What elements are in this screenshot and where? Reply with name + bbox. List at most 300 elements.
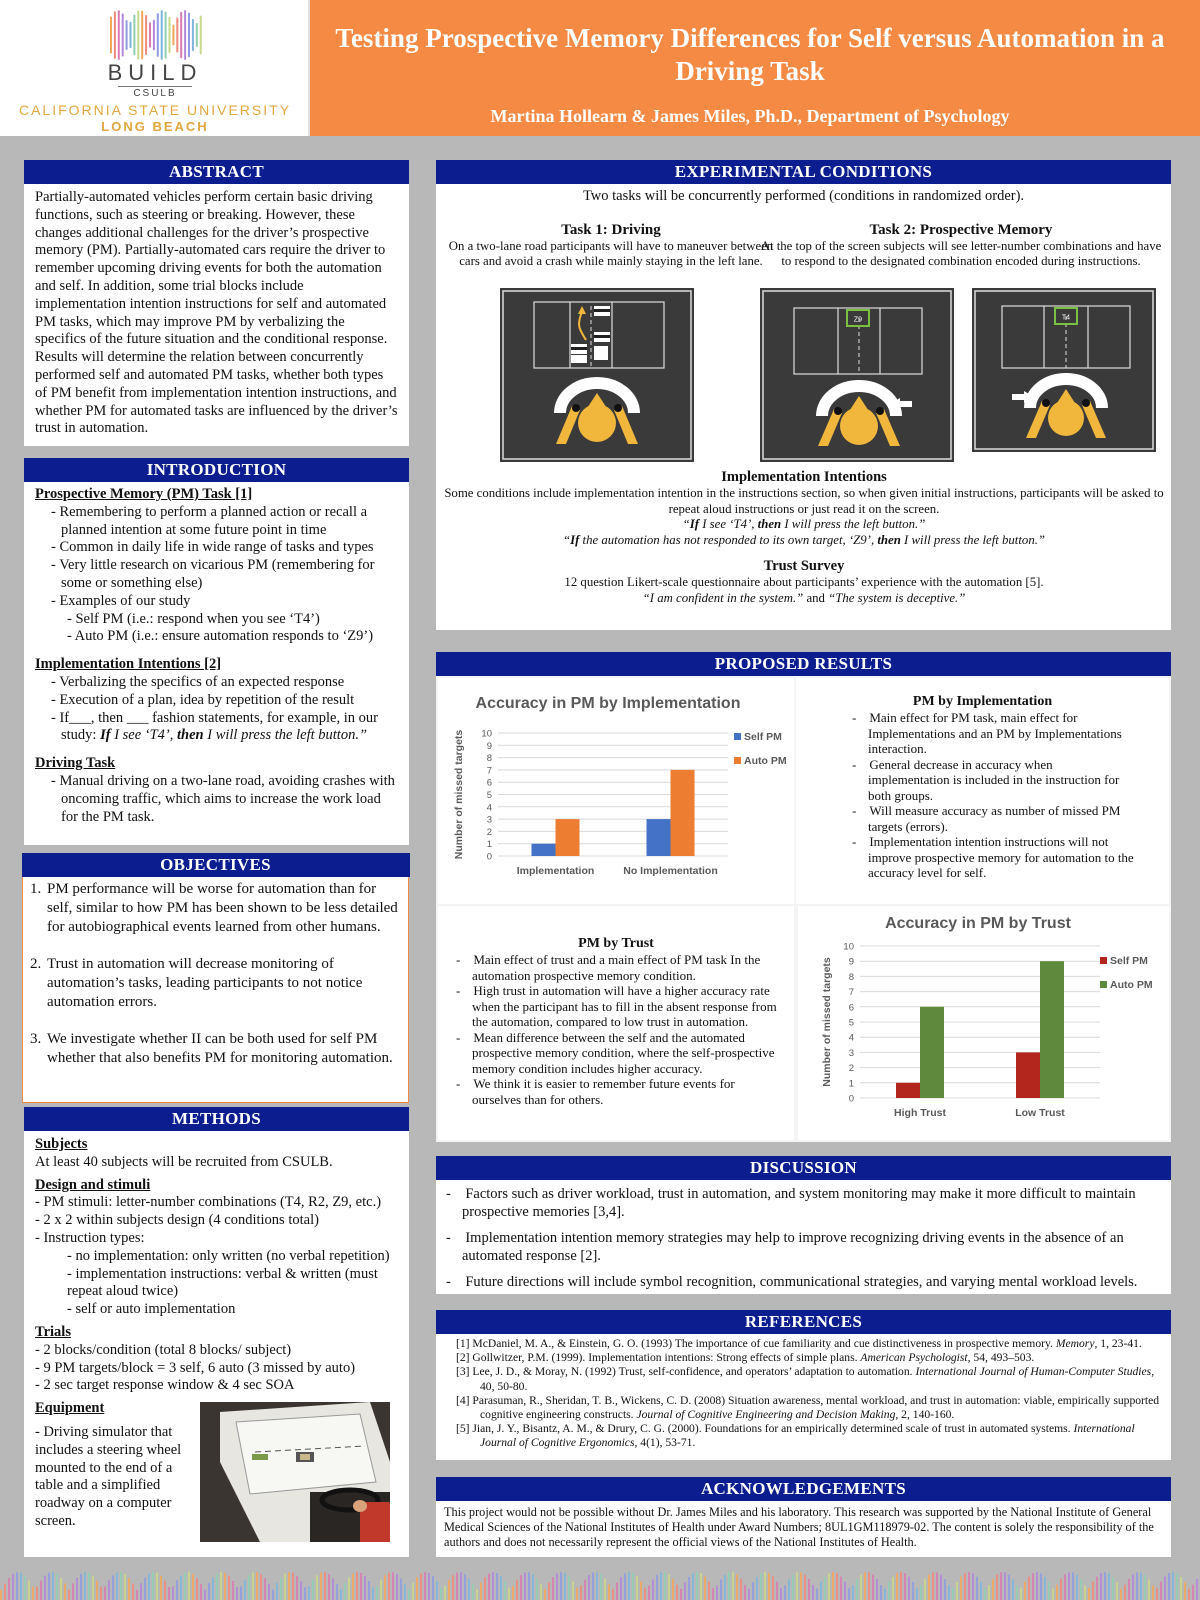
stripe-bar <box>1096 1576 1098 1600</box>
bar-auto-pm <box>920 1007 944 1098</box>
stripe-bar <box>604 1579 606 1600</box>
references-list <box>436 1334 1171 1454</box>
stripe-bar <box>484 1577 486 1600</box>
stripe-bar <box>716 1585 718 1600</box>
impl-text-box <box>796 678 1169 904</box>
abstract-heading: ABSTRACT <box>24 160 409 184</box>
logo-csulb-text: CSULB <box>133 88 177 99</box>
design-sub-item: - implementation instructions: verbal & written (must repeat aloud twice) <box>67 1265 378 1300</box>
stripe-bar <box>228 1576 230 1600</box>
ii-ex1-if: If <box>689 517 700 531</box>
logo-bar <box>130 22 132 48</box>
y-tick-label: 8 <box>486 753 492 765</box>
stripe-bar <box>56 1574 58 1600</box>
impl-list <box>796 710 1169 881</box>
stripe-bar <box>108 1580 110 1600</box>
legend-swatch <box>1100 957 1107 964</box>
stripe-bar <box>160 1576 162 1600</box>
stripe-bar <box>896 1573 898 1600</box>
stripe-bar <box>344 1583 346 1600</box>
stripe-bar <box>1020 1588 1022 1600</box>
stripe-bar <box>268 1584 270 1600</box>
stripe-bar <box>472 1584 474 1600</box>
stripe-bar <box>660 1572 662 1600</box>
stripe-bar <box>480 1583 482 1600</box>
ii-example-2 <box>444 533 1164 549</box>
equipment-title: Equipment <box>35 1400 105 1417</box>
stripe-bar <box>792 1575 794 1600</box>
stripe-bar <box>624 1573 626 1600</box>
logo-bar <box>165 11 167 58</box>
logo-bar <box>114 11 116 58</box>
stripe-bar <box>544 1589 546 1600</box>
abstract-text: Partially-automated vehicles perform certain basic driving functions, such as steering or breaking. However, these changes additional challenges for the driver’s prospective memory (PM). Partially-automated cars require the driver to remember upcoming driving events for both the automation and self. In addition, some trial blocks include implementation intention instructions for self and automated PM tasks, which may improve PM by verbalizing the specifics of the future situation and the conditional response. Results will determine the relation between concurrently performed self and automated PM tasks, whether both types of PM benefit from implementation intention instructions, and whether PM for automated tasks are influenced by the driver’s trust in automation. <box>35 189 398 437</box>
objectives-list <box>23 877 408 1068</box>
y-axis-label: Number of missed targets <box>821 957 833 1087</box>
stripe-bar <box>756 1577 758 1600</box>
stripe-bar <box>696 1572 698 1600</box>
reference-item <box>446 1422 1161 1450</box>
stripe-bar <box>1124 1585 1126 1600</box>
impl-title: PM by Implementation <box>912 694 1053 709</box>
stripe-bar <box>424 1572 426 1600</box>
objectives-panel <box>22 853 409 1103</box>
stripe-bar <box>264 1578 266 1600</box>
stripe-bar <box>996 1575 998 1600</box>
references-heading: REFERENCES <box>436 1310 1171 1334</box>
stripe-bar <box>212 1578 214 1600</box>
stripe-bar <box>68 1590 70 1600</box>
stripe-bar <box>256 1572 258 1600</box>
discussion-item: - Implementation intention memory strategies may help to improve recognizing driving events in the absence of an automated response [2]. <box>446 1230 1124 1264</box>
stripe-bar <box>676 1585 678 1600</box>
logo-bar <box>118 10 120 60</box>
ii-mid: I see ‘T4’, <box>110 727 178 744</box>
stripe-bar <box>116 1573 118 1600</box>
results-panel <box>436 652 1171 1142</box>
stripe-bar <box>1080 1579 1082 1600</box>
ref-journal: International Journal of Human-Computer Studies <box>915 1365 1152 1379</box>
poster-header <box>0 0 1200 136</box>
pm-task-title: Prospective Memory (PM) Task [1] <box>35 486 253 502</box>
stripe-bar <box>872 1575 874 1600</box>
stripe-bar <box>316 1575 318 1600</box>
stripe-bar <box>312 1580 314 1600</box>
stripe-bar <box>20 1573 22 1600</box>
stripe-bar <box>988 1585 990 1600</box>
equipment-text: - Driving simulator that includes a steering wheel mounted to the end of a table and a simplified roadway on a computer screen. <box>35 1423 182 1529</box>
trust-item: - Mean difference between the self and the automated prospective memory condition, where the self-prospective memory condition includes higher accuracy. <box>456 1029 775 1076</box>
stripe-bar <box>668 1574 670 1600</box>
ref-vol: , 4(1), 53-71. <box>634 1436 696 1450</box>
stripe-bar <box>396 1574 398 1600</box>
logo-csu-text: CALIFORNIA STATE UNIVERSITY <box>18 102 292 118</box>
stripe-bar <box>812 1585 814 1600</box>
task1-text: On a two-lane road participants will have to maneuver between cars and avoid a crash while mainly staying in the left lane. <box>448 239 774 268</box>
stripe-bar <box>1004 1572 1006 1600</box>
y-tick-label: 0 <box>848 1093 854 1105</box>
y-tick-label: 1 <box>486 839 492 851</box>
stripe-bar <box>360 1573 362 1600</box>
stripe-bar <box>188 1572 190 1600</box>
stripe-bar <box>172 1586 174 1600</box>
stripe-bar <box>240 1586 242 1600</box>
stripe-bar <box>276 1583 278 1600</box>
stripe-bar <box>976 1577 978 1600</box>
legend-label: Self PM <box>744 731 782 743</box>
stripe-bar <box>252 1573 254 1600</box>
stripe-bar <box>340 1589 342 1600</box>
discussion-item-text: Implementation intention memory strategies may help to improve recognizing driving events in the absence of an automated response [2]. <box>462 1230 1124 1264</box>
stripe-bar <box>1064 1575 1066 1600</box>
stripe-bar <box>1140 1572 1142 1600</box>
y-tick-label: 6 <box>486 777 492 789</box>
trust-survey-text: 12 question Likert-scale questionnaire about participants’ experience with the automation [5]. <box>564 575 1044 589</box>
stripe-bar <box>420 1574 422 1600</box>
introduction-panel <box>24 458 409 845</box>
ref-journal: American Psychologist, <box>860 1351 971 1365</box>
stripe-bar <box>572 1581 574 1600</box>
stripe-bar <box>28 1581 30 1600</box>
logo-bar <box>188 13 190 58</box>
reference-item <box>446 1365 1161 1393</box>
trust-item-text: Main effect of trust and a main effect of PM task In the automation prospective memory condition. <box>472 952 761 983</box>
stripe-bar <box>864 1572 866 1600</box>
logo-bar <box>126 20 128 50</box>
stripe-bar <box>1012 1579 1014 1600</box>
stripe-bar <box>788 1579 790 1600</box>
stripe-bar <box>644 1588 646 1600</box>
stripe-bar <box>924 1579 926 1600</box>
pm-task-screenshot-right-arrow <box>760 288 954 462</box>
stripe-bar <box>848 1588 850 1600</box>
stripe-bar <box>328 1574 330 1600</box>
ref-text: [2] Gollwitzer, P.M. (1999). Implementation intentions: Strong effects of simple plans. <box>456 1351 861 1365</box>
design-title: Design and stimuli <box>35 1176 151 1193</box>
stripe-bar <box>672 1579 674 1600</box>
stripe-bar <box>900 1572 902 1600</box>
stripe-bar <box>8 1578 10 1600</box>
stripe-bar <box>632 1573 634 1600</box>
y-tick-label: 2 <box>486 826 492 838</box>
stripe-bar <box>828 1573 830 1600</box>
stripe-bar <box>760 1573 762 1600</box>
logo-bar <box>141 11 143 60</box>
stripe-bar <box>748 1589 750 1600</box>
stripe-bar <box>48 1573 50 1600</box>
trust-item-text: We think it is easier to remember future events for ourselves than for others. <box>472 1076 735 1107</box>
stripe-bar <box>120 1572 122 1600</box>
stripe-bar <box>744 1585 746 1600</box>
stripe-bar <box>964 1573 966 1600</box>
stripe-bar <box>1056 1585 1058 1600</box>
y-tick-label: 4 <box>848 1032 854 1044</box>
subjects-title: Subjects <box>35 1136 88 1152</box>
acknowledgements-heading: ACKNOWLEDGEMENTS <box>436 1477 1171 1501</box>
stripe-bar <box>776 1582 778 1600</box>
stripe-bar <box>492 1572 494 1600</box>
stripe-bar <box>1152 1585 1154 1600</box>
logo-lb-text: LONG BEACH <box>101 119 209 134</box>
stripe-bar <box>936 1572 938 1600</box>
discussion-list <box>436 1180 1171 1291</box>
stripe-bar <box>200 1584 202 1600</box>
ii-section-text: Some conditions include implementation intention in the instructions section, so when given initial instructions, participants will be asked to repeat aloud instructions or just read it on the screen. <box>444 486 1164 516</box>
conditions-panel <box>436 160 1171 630</box>
x-tick-label: No Implementation <box>623 865 718 877</box>
stripe-bar <box>640 1582 642 1600</box>
methods-heading: METHODS <box>24 1107 409 1131</box>
ii-if: If <box>100 727 111 744</box>
stripe-bar <box>524 1572 526 1600</box>
trust-item: - We think it is easier to remember future events for ourselves than for others. <box>456 1076 735 1107</box>
ref-text: [4] Parasuman, R., Sheridan, T. B., Wickens, C. D. (2008) Situation awareness, mental workload, and trust in automation: viable, empirically supported cognitive engineering constructs. <box>456 1393 1160 1422</box>
objective-item: 3. We investigate whether II can be both used for self PM whether that also benefits PM for monitoring automation. <box>45 1030 400 1068</box>
x-tick-label: Low Trust <box>1015 1107 1065 1119</box>
stripe-bar <box>948 1585 950 1600</box>
stripe-bar <box>984 1588 986 1600</box>
bar-self-pm <box>896 1083 920 1098</box>
stripe-bar <box>496 1573 498 1600</box>
acknowledgements-text: This project would not be possible without Dr. James Miles and his laboratory. This research was supported by the National Institute of General Medical Sciences of the National Institutes of Health under Award Numbers; 8UL1GM118979-02. The content is solely the responsibility of the authors and does not necessarily represent the official views of the National Institutes of Health. <box>444 1505 1154 1549</box>
logo-build-text: BUILD <box>107 60 203 85</box>
stripe-bar <box>656 1575 658 1600</box>
stripe-bar <box>1172 1572 1174 1600</box>
stripe-bar <box>1168 1573 1170 1600</box>
x-tick-label: High Trust <box>894 1107 946 1119</box>
objective-item: 2. Trust in automation will decrease monitoring of automation’s tasks, leading participants to not notice automation errors. <box>45 955 400 1012</box>
discussion-item-text: Future directions will include symbol recognition, communicational strategies, and varying mental workload levels. <box>465 1274 1138 1290</box>
stripe-bar <box>620 1577 622 1600</box>
stripe-bar <box>796 1572 798 1600</box>
trust-and: and <box>803 590 829 605</box>
quote-open: “ <box>682 517 690 531</box>
stripe-bar <box>704 1576 706 1600</box>
stripe-bar <box>504 1581 506 1600</box>
logo-bar <box>172 25 174 46</box>
stripe-bar <box>1116 1582 1118 1600</box>
stripe-bar <box>1160 1582 1162 1600</box>
trust-text-box <box>438 906 794 1140</box>
impl-item: - Main effect for PM task, main effect for Implementations and an PM by Implementations interaction. <box>852 710 1122 756</box>
trust-list <box>438 952 794 1107</box>
stripe-bar <box>4 1583 6 1600</box>
stripe-bar <box>960 1577 962 1600</box>
stripe-bar <box>100 1587 102 1600</box>
design-sub-item: - no implementation: only written (no verbal repetition) <box>67 1247 390 1264</box>
trust-item-text: Mean difference between the self and the automated prospective memory condition, where the self-prospective memory condition includes higher accuracy. <box>472 1029 775 1076</box>
stripe-bar <box>1048 1582 1050 1600</box>
trust-item: - Main effect of trust and a main effect of PM task In the automation prospective memory condition. <box>456 952 761 983</box>
reference-item <box>446 1337 1161 1351</box>
logo-bar <box>192 19 194 51</box>
logo-bar <box>133 15 135 56</box>
pm-item: - Very little research on vicarious PM (remembering for some or something else) <box>51 557 375 591</box>
subjects-text: At least 40 subjects will be recruited from CSULB. <box>35 1153 333 1170</box>
stripe-bar <box>132 1584 134 1600</box>
x-tick-label: Implementation <box>516 865 595 877</box>
design-sub-item: - self or auto implementation <box>67 1301 236 1318</box>
impl-item: - General decrease in accuracy when implementation is included in the instruction for both groups. <box>852 756 1120 803</box>
driving-simulator-photo <box>200 1402 390 1542</box>
chart-implementation <box>438 678 794 904</box>
stripe-bar <box>508 1588 510 1600</box>
stripe-bar <box>684 1582 686 1600</box>
objective-item: 1. PM performance will be worse for automation than for self, similar to how PM has been shown to be less detailed for autobiographical events learned from other humans. <box>45 880 400 937</box>
stripe-bar <box>1084 1585 1086 1600</box>
stripe-bar <box>392 1572 394 1600</box>
stripe-bar <box>1076 1575 1078 1600</box>
stripe-bar <box>592 1572 594 1600</box>
stripe-bar <box>304 1587 306 1600</box>
stripe-bar <box>432 1576 434 1600</box>
stripe-bar <box>144 1578 146 1600</box>
task2-title: Task 2: Prospective Memory <box>869 222 1053 238</box>
stripe-bar <box>12 1574 14 1600</box>
build-csulb-logo <box>0 0 310 136</box>
stripe-bar <box>608 1585 610 1600</box>
stripe-bar <box>928 1575 930 1600</box>
ref-vol: 54, 493–503. <box>970 1351 1035 1365</box>
stripe-bar <box>520 1575 522 1600</box>
ii-section-title: Implementation Intentions <box>721 469 887 485</box>
stripe-bar <box>820 1582 822 1600</box>
bar-auto-pm <box>671 770 695 856</box>
stripe-bar <box>168 1587 170 1600</box>
stripe-bar <box>468 1579 470 1600</box>
impl-item: - Implementation intention instructions will not improve prospective memory for automation to the accuracy level for self. <box>852 834 1134 880</box>
chart-implementation-svg <box>438 678 794 904</box>
stripe-bar <box>736 1575 738 1600</box>
stripe-bar <box>1176 1573 1178 1600</box>
ref-journal: Journal of Cognitive Engineering and Decision Making, <box>636 1408 899 1422</box>
stripe-bar <box>372 1587 374 1600</box>
bar-auto-pm <box>556 819 580 856</box>
stripe-bar <box>724 1575 726 1600</box>
stripe-bar <box>980 1582 982 1600</box>
stripe-bar <box>528 1572 530 1600</box>
stripe-bar <box>1068 1572 1070 1600</box>
stripe-bar <box>500 1576 502 1600</box>
stripe-bar <box>740 1579 742 1600</box>
stripe-bar <box>856 1579 858 1600</box>
ii-item: - Execution of a plan, idea by repetition of the result <box>51 691 355 708</box>
stripe-bar <box>1016 1585 1018 1600</box>
stripe-bar <box>80 1574 82 1600</box>
stripe-bar <box>816 1589 818 1600</box>
methods-panel <box>24 1107 409 1557</box>
stripe-bar <box>952 1588 954 1600</box>
logo-bar <box>153 20 155 51</box>
ii-ex1-mid: I see ‘T4’, <box>699 517 758 531</box>
stripe-bar <box>232 1581 234 1600</box>
stripe-bar <box>956 1582 958 1600</box>
stripe-bar <box>536 1579 538 1600</box>
trials-item: - 9 PM targets/block = 3 self, 6 auto (3 missed by auto) <box>35 1359 356 1376</box>
logo-bar <box>110 17 112 54</box>
stripe-bar <box>0 1590 2 1600</box>
y-tick-label: 9 <box>848 956 854 968</box>
stripe-bar <box>76 1578 78 1600</box>
introduction-heading: INTRODUCTION <box>24 458 409 482</box>
stripe-bar <box>104 1587 106 1600</box>
driving-task-text: - Manual driving on a two-lane road, avoiding crashes with oncoming traffic, which aims to increase the work load for the PM task. <box>51 772 395 825</box>
poster-authors: Martina Hollearn & James Miles, Ph.D., Department of Psychology <box>490 106 1010 126</box>
stripe-bar <box>1008 1575 1010 1600</box>
stripe-bar <box>352 1574 354 1600</box>
y-tick-label: 2 <box>848 1063 854 1075</box>
quote-open: “ <box>562 532 571 547</box>
y-tick-label: 3 <box>848 1047 854 1059</box>
y-tick-label: 10 <box>843 941 854 953</box>
ref-journal: International Journal of Cognitive Ergonomics <box>480 1422 1135 1450</box>
stripe-bar <box>972 1573 974 1600</box>
stripe-bar <box>904 1573 906 1600</box>
stripe-bar <box>600 1574 602 1600</box>
stripe-bar <box>244 1580 246 1600</box>
stripe-bar <box>1148 1579 1150 1600</box>
stripe-bar <box>1100 1573 1102 1600</box>
stripe-bar <box>224 1573 226 1600</box>
stripe-bar <box>308 1586 310 1600</box>
legend-swatch <box>734 733 741 740</box>
pm-task-screenshot-left-arrow <box>972 288 1156 452</box>
stripe-bar <box>192 1574 194 1600</box>
stripe-bar <box>1180 1577 1182 1600</box>
driving-task-screenshot <box>500 288 694 462</box>
stripe-bar <box>348 1577 350 1600</box>
stripe-bar <box>488 1574 490 1600</box>
stripe-bar <box>1132 1575 1134 1600</box>
ii-ex2-then: then <box>877 532 901 547</box>
logo-bar <box>176 17 178 52</box>
y-tick-label: 9 <box>486 740 492 752</box>
stripe-bar <box>1164 1576 1166 1600</box>
y-tick-label: 0 <box>486 851 492 863</box>
design-item: - PM stimuli: letter-number combinations (T4, R2, Z9, etc.) <box>35 1194 382 1211</box>
trials-item: - 2 sec target response window & 4 sec SOA <box>35 1377 295 1394</box>
stripe-bar <box>1104 1572 1106 1600</box>
stripe-bar <box>1136 1572 1138 1600</box>
stripe-bar <box>836 1573 838 1600</box>
stripe-bar <box>460 1572 462 1600</box>
stripe-bar <box>628 1572 630 1600</box>
legend-label: Self PM <box>1110 955 1148 967</box>
ii-item: - Verbalizing the specifics of an expected response <box>51 673 345 690</box>
stripe-bar <box>320 1573 322 1600</box>
decorative-stripe <box>0 1570 1200 1600</box>
stripe-bar <box>732 1572 734 1600</box>
design-item: - Instruction types: <box>35 1229 145 1246</box>
stripe-bar <box>444 1586 446 1600</box>
stripe-bar <box>140 1583 142 1600</box>
stripe-bar <box>280 1578 282 1600</box>
discussion-heading: DISCUSSION <box>436 1156 1171 1180</box>
ref-vol: 2, 140-160. <box>898 1408 955 1422</box>
logo-bar <box>169 17 171 53</box>
stripe-bar <box>968 1572 970 1600</box>
y-tick-label: 3 <box>486 814 492 826</box>
logo-bars-icon <box>108 8 204 62</box>
stripe-bar <box>844 1582 846 1600</box>
stripe-bar <box>532 1574 534 1600</box>
stripe-bar <box>436 1581 438 1600</box>
stripe-bar <box>852 1585 854 1600</box>
stripe-bar <box>60 1578 62 1600</box>
stripe-bar <box>940 1575 942 1600</box>
stripe-bar <box>400 1578 402 1600</box>
stripe-bar <box>1044 1577 1046 1600</box>
